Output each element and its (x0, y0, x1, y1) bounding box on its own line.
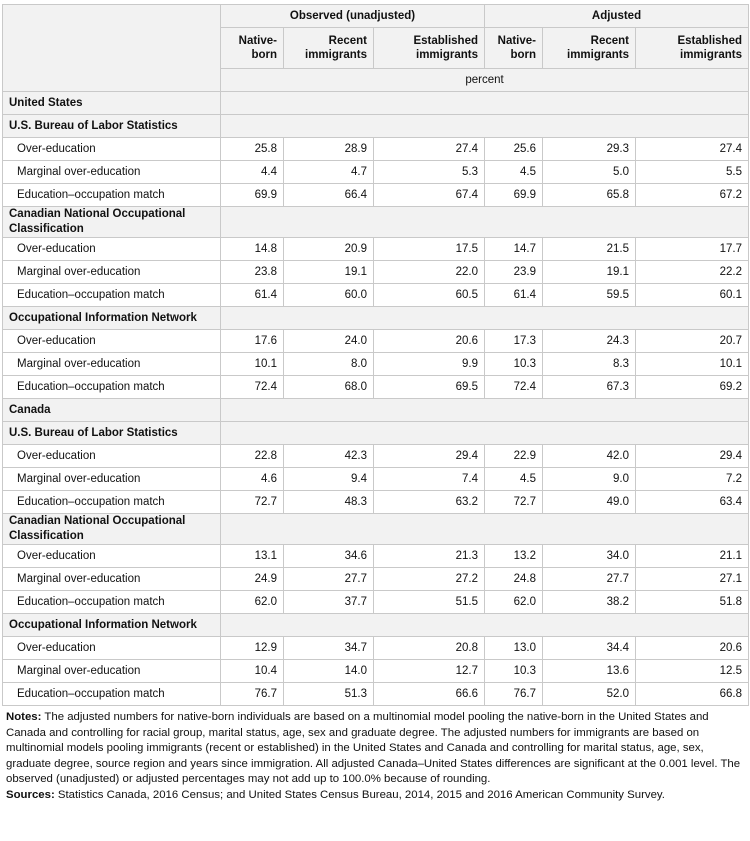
table-cell: 20.9 (284, 238, 374, 261)
classification-filler (221, 115, 749, 138)
table-cell: 27.7 (543, 568, 636, 591)
region-filler (221, 92, 749, 115)
table-cell: 7.2 (636, 468, 749, 491)
table-cell: 4.4 (221, 161, 284, 184)
table-cell: 34.4 (543, 637, 636, 660)
table-row (3, 468, 749, 491)
table-cell: 27.1 (636, 568, 749, 591)
row-label: Education–occupation match (3, 284, 221, 307)
table-cell: 4.7 (284, 161, 374, 184)
group-observed-header: Observed (unadjusted) (221, 5, 485, 28)
sources-text: Statistics Canada, 2016 Census; and United States Census Bureau, 2014, 2015 and 2016 American Community Survey. (57, 788, 665, 801)
classification-filler (221, 514, 749, 545)
table-cell: 69.9 (221, 184, 284, 207)
table-cell: 14.7 (485, 238, 543, 261)
table-cell: 67.4 (374, 184, 485, 207)
row-label: Marginal over-education (3, 468, 221, 491)
table-cell: 12.5 (636, 660, 749, 683)
table-cell: 23.9 (485, 261, 543, 284)
region-label: United States (3, 92, 221, 115)
classification-label: U.S. Bureau of Labor Statistics (3, 422, 221, 445)
col-header-recent-observed: Recent immigrants (284, 28, 374, 69)
row-label: Marginal over-education (3, 161, 221, 184)
table-cell: 67.3 (543, 376, 636, 399)
table-cell: 51.8 (636, 591, 749, 614)
table-cell: 25.8 (221, 138, 284, 161)
table-cell: 4.5 (485, 468, 543, 491)
table-cell: 21.3 (374, 545, 485, 568)
table-row (3, 261, 749, 284)
table-cell: 12.7 (374, 660, 485, 683)
table-cell: 65.8 (543, 184, 636, 207)
table-cell: 22.9 (485, 445, 543, 468)
col-header-native-born-observed: Native-born (221, 28, 284, 69)
table-cell: 48.3 (284, 491, 374, 514)
table-cell: 66.6 (374, 683, 485, 706)
classification-row (3, 614, 749, 637)
table-cell: 21.1 (636, 545, 749, 568)
table-cell: 9.9 (374, 353, 485, 376)
row-label: Education–occupation match (3, 591, 221, 614)
table-cell: 10.1 (221, 353, 284, 376)
table-cell: 60.5 (374, 284, 485, 307)
table-cell: 10.1 (636, 353, 749, 376)
sources-label: Sources: (6, 788, 55, 801)
row-label: Over-education (3, 330, 221, 353)
stub-header (3, 5, 221, 92)
table-row (3, 138, 749, 161)
table-cell: 68.0 (284, 376, 374, 399)
row-label: Marginal over-education (3, 660, 221, 683)
row-label: Marginal over-education (3, 568, 221, 591)
sources-paragraph (6, 788, 744, 804)
row-label: Marginal over-education (3, 261, 221, 284)
table-cell: 20.6 (374, 330, 485, 353)
table-cell: 27.4 (636, 138, 749, 161)
classification-label: U.S. Bureau of Labor Statistics (3, 115, 221, 138)
table-cell: 59.5 (543, 284, 636, 307)
col-header-established-adjusted: Established immigrants (636, 28, 749, 69)
table-cell: 10.4 (221, 660, 284, 683)
table-cell: 4.5 (485, 161, 543, 184)
table-cell: 22.0 (374, 261, 485, 284)
col-header-established-observed: Established immigrants (374, 28, 485, 69)
table-cell: 63.2 (374, 491, 485, 514)
table-row (3, 353, 749, 376)
table-cell: 76.7 (485, 683, 543, 706)
table-row (3, 545, 749, 568)
table-cell: 60.0 (284, 284, 374, 307)
table-cell: 17.7 (636, 238, 749, 261)
table-cell: 13.0 (485, 637, 543, 660)
table-row (3, 591, 749, 614)
classification-row (3, 207, 749, 238)
table-cell: 76.7 (221, 683, 284, 706)
table-cell: 67.2 (636, 184, 749, 207)
table-row (3, 161, 749, 184)
table-cell: 27.2 (374, 568, 485, 591)
region-filler (221, 399, 749, 422)
table-cell: 72.4 (485, 376, 543, 399)
table-cell: 9.0 (543, 468, 636, 491)
table-cell: 8.0 (284, 353, 374, 376)
table-row (3, 238, 749, 261)
table-cell: 5.5 (636, 161, 749, 184)
table-cell: 51.3 (284, 683, 374, 706)
table-cell: 27.4 (374, 138, 485, 161)
header-group-row (3, 5, 749, 28)
row-label: Education–occupation match (3, 376, 221, 399)
table-cell: 42.0 (543, 445, 636, 468)
table-cell: 63.4 (636, 491, 749, 514)
table-cell: 13.6 (543, 660, 636, 683)
table-row (3, 683, 749, 706)
table-cell: 17.6 (221, 330, 284, 353)
table-cell: 34.7 (284, 637, 374, 660)
table-cell: 14.0 (284, 660, 374, 683)
row-label: Over-education (3, 445, 221, 468)
table-row (3, 284, 749, 307)
table-cell: 7.4 (374, 468, 485, 491)
table-cell: 24.3 (543, 330, 636, 353)
notes-paragraph (6, 710, 744, 788)
table-row (3, 445, 749, 468)
table-cell: 66.4 (284, 184, 374, 207)
row-label: Over-education (3, 238, 221, 261)
notes-label: Notes: (6, 711, 42, 723)
row-label: Education–occupation match (3, 683, 221, 706)
table-row (3, 184, 749, 207)
group-adjusted-header: Adjusted (485, 5, 749, 28)
table-cell: 62.0 (485, 591, 543, 614)
region-label: Canada (3, 399, 221, 422)
row-label: Over-education (3, 138, 221, 161)
table-row (3, 330, 749, 353)
table-cell: 49.0 (543, 491, 636, 514)
table-cell: 42.3 (284, 445, 374, 468)
classification-label: Occupational Information Network (3, 614, 221, 637)
row-label: Over-education (3, 637, 221, 660)
table-cell: 72.7 (221, 491, 284, 514)
table-cell: 60.1 (636, 284, 749, 307)
table-cell: 29.4 (374, 445, 485, 468)
table-cell: 27.7 (284, 568, 374, 591)
classification-filler (221, 422, 749, 445)
table-cell: 69.9 (485, 184, 543, 207)
classification-label: Occupational Information Network (3, 307, 221, 330)
table-cell: 69.2 (636, 376, 749, 399)
table-cell: 25.6 (485, 138, 543, 161)
region-row (3, 399, 749, 422)
classification-row (3, 115, 749, 138)
table-cell: 9.4 (284, 468, 374, 491)
footnotes (6, 710, 744, 803)
table-cell: 13.1 (221, 545, 284, 568)
table-cell: 13.2 (485, 545, 543, 568)
table-cell: 61.4 (485, 284, 543, 307)
table-cell: 37.7 (284, 591, 374, 614)
table-cell: 29.3 (543, 138, 636, 161)
classification-label: Canadian National Occupational Classification (3, 207, 221, 238)
table-cell: 72.7 (485, 491, 543, 514)
row-label: Education–occupation match (3, 184, 221, 207)
unit-label: percent (221, 69, 749, 92)
classification-label: Canadian National Occupational Classification (3, 514, 221, 545)
table-cell: 12.9 (221, 637, 284, 660)
classification-row (3, 514, 749, 545)
classification-row (3, 307, 749, 330)
table-cell: 23.8 (221, 261, 284, 284)
table-cell: 24.9 (221, 568, 284, 591)
table-cell: 66.8 (636, 683, 749, 706)
region-row (3, 92, 749, 115)
table-cell: 24.0 (284, 330, 374, 353)
table-cell: 17.3 (485, 330, 543, 353)
classification-filler (221, 207, 749, 238)
table-cell: 4.6 (221, 468, 284, 491)
row-label: Over-education (3, 545, 221, 568)
table-row (3, 568, 749, 591)
table-cell: 5.3 (374, 161, 485, 184)
classification-row (3, 422, 749, 445)
table-cell: 69.5 (374, 376, 485, 399)
classification-filler (221, 614, 749, 637)
table-cell: 20.7 (636, 330, 749, 353)
table-cell: 14.8 (221, 238, 284, 261)
data-table (2, 4, 749, 706)
table-row (3, 637, 749, 660)
table-cell: 24.8 (485, 568, 543, 591)
col-header-native-born-adjusted: Native-born (485, 28, 543, 69)
notes-text: The adjusted numbers for native-born individuals are based on a multinomial model pooling the native-born in the United States and Canada and controlling for racial group, marital status, age, sex and graduate degree. The adjusted numbers for immigrants are based on multinomial models pooling immigrants (recent or established) in the United States and Canada and controlling for marital status, age, sex, graduate degree, source region and years since immigration. All adjusted Canada–United States differences are significant at the 0.001 level. The observed (unadjusted) or adjusted percentages may not add up to 100.0% because of rounding. (6, 711, 741, 785)
table-cell: 38.2 (543, 591, 636, 614)
table-cell: 21.5 (543, 238, 636, 261)
table-cell: 28.9 (284, 138, 374, 161)
table-cell: 22.2 (636, 261, 749, 284)
table-cell: 72.4 (221, 376, 284, 399)
table-cell: 10.3 (485, 353, 543, 376)
classification-filler (221, 307, 749, 330)
table-cell: 34.6 (284, 545, 374, 568)
row-label: Marginal over-education (3, 353, 221, 376)
table-cell: 17.5 (374, 238, 485, 261)
table-cell: 61.4 (221, 284, 284, 307)
table-cell: 51.5 (374, 591, 485, 614)
table-cell: 19.1 (543, 261, 636, 284)
table-row (3, 660, 749, 683)
table-cell: 10.3 (485, 660, 543, 683)
table-cell: 62.0 (221, 591, 284, 614)
table-cell: 19.1 (284, 261, 374, 284)
table-row (3, 491, 749, 514)
table-row (3, 376, 749, 399)
table-cell: 29.4 (636, 445, 749, 468)
table-cell: 8.3 (543, 353, 636, 376)
table-cell: 5.0 (543, 161, 636, 184)
col-header-recent-adjusted: Recent immigrants (543, 28, 636, 69)
table-cell: 34.0 (543, 545, 636, 568)
table-cell: 20.6 (636, 637, 749, 660)
table-cell: 22.8 (221, 445, 284, 468)
row-label: Education–occupation match (3, 491, 221, 514)
table-body (3, 92, 749, 706)
table-cell: 20.8 (374, 637, 485, 660)
table-cell: 52.0 (543, 683, 636, 706)
